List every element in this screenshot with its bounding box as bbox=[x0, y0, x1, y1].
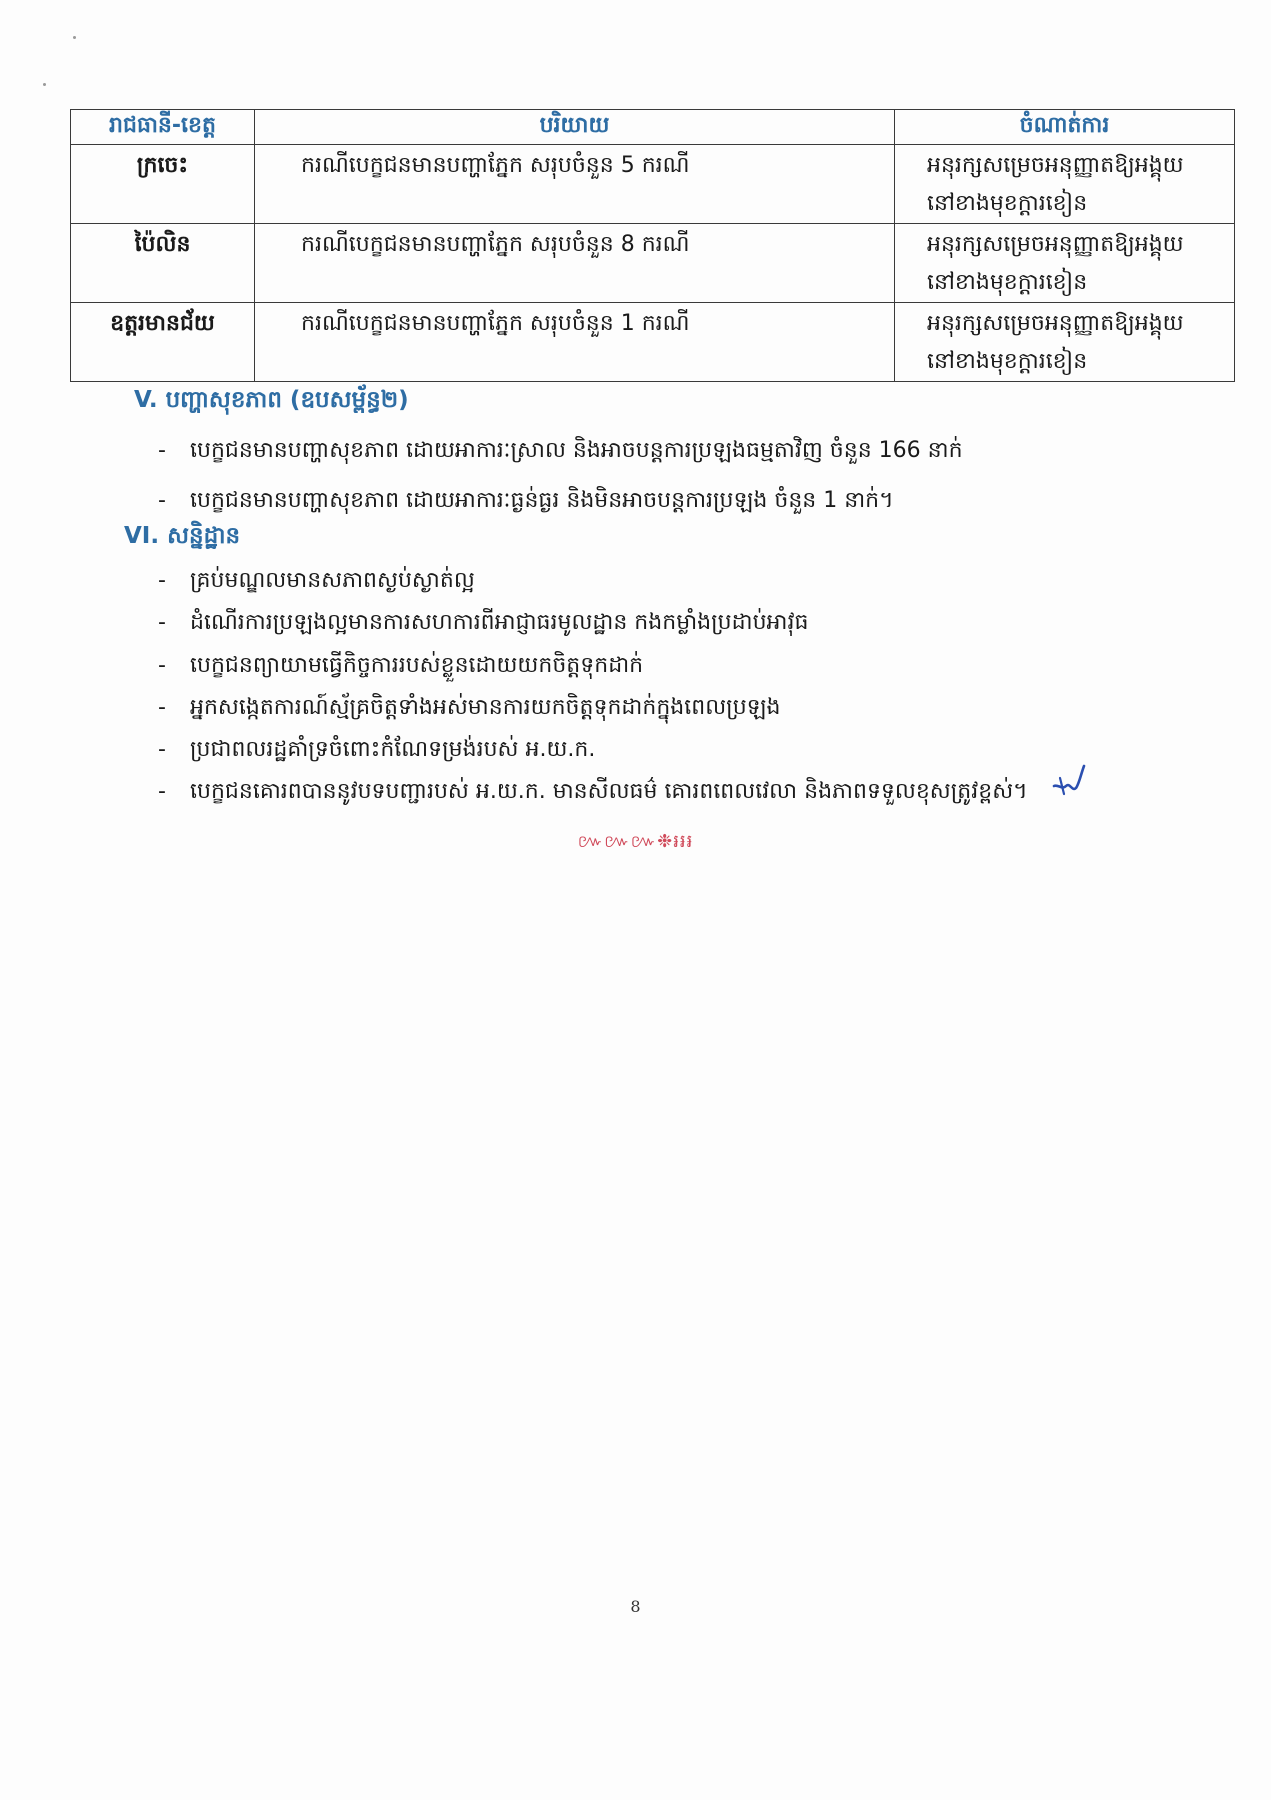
action-line: អនុរក្សសម្រេចអនុញ្ញាតឱ្យអង្គុយ bbox=[927, 153, 1184, 178]
page-number: 8 bbox=[630, 1597, 641, 1616]
bullet-dash: - bbox=[158, 568, 166, 593]
province-cases-table bbox=[70, 109, 1235, 382]
bullet-dash: - bbox=[158, 737, 166, 762]
description-cell: ករណីបេក្ខជនមានបញ្ហាភ្នែក សរុបចំនួន 1 ករណី bbox=[255, 303, 895, 382]
closing-ornament: ៚៚៚❉៛៛៛ bbox=[577, 831, 694, 852]
bullet-dash: - bbox=[158, 695, 166, 720]
scan-speck bbox=[43, 83, 46, 86]
action-cell bbox=[895, 224, 1235, 303]
description-cell: ករណីបេក្ខជនមានបញ្ហាភ្នែក សរុបចំនួន 5 ករណី bbox=[255, 145, 895, 224]
bullet-dash: - bbox=[158, 438, 166, 463]
header-province: រាជធានី-ខេត្ត bbox=[71, 110, 255, 145]
action-line: នៅខាងមុខក្ដារខៀន bbox=[927, 191, 1088, 216]
section-v-heading: V. បញ្ហាសុខភាព (ឧបសម្ព័ន្ធ២) bbox=[134, 387, 409, 413]
section-vi-heading: VI. សន្និដ្ឋាន bbox=[124, 523, 241, 549]
province-cell: ឧត្តរមានជ័យ bbox=[71, 303, 255, 382]
list-item bbox=[158, 486, 894, 518]
province-cell: ប៉ៃលិន bbox=[71, 224, 255, 303]
list-item-text: ដំណើរការប្រឡងល្អមានការសហការពីអាជ្ញាធរមូលដ្ឋាន កងកម្លាំងប្រដាប់អាវុធ bbox=[190, 610, 809, 635]
table-header-row bbox=[71, 110, 1235, 145]
list-item bbox=[158, 436, 963, 468]
list-item bbox=[158, 651, 643, 683]
list-item bbox=[158, 735, 595, 767]
list-item bbox=[158, 693, 781, 725]
province-cell: ក្រចេះ bbox=[71, 145, 255, 224]
list-item-text: ប្រជាពលរដ្ឋគាំទ្រចំពោះកំណែទម្រង់របស់ អ.យ.ក. bbox=[190, 737, 596, 762]
list-item-text: បេក្ខជនមានបញ្ហាសុខភាព ដោយអាការៈធ្ងន់ធ្ងរ និងមិនអាចបន្តការប្រឡង ចំនួន 1 នាក់។ bbox=[190, 488, 894, 513]
action-line: អនុរក្សសម្រេចអនុញ្ញាតឱ្យអង្គុយ bbox=[927, 232, 1184, 257]
action-cell bbox=[895, 145, 1235, 224]
action-line: អនុរក្សសម្រេចអនុញ្ញាតឱ្យអង្គុយ bbox=[927, 311, 1184, 336]
list-item-text: បេក្ខជនមានបញ្ហាសុខភាព ដោយអាការៈស្រាល និងអាចបន្តការប្រឡងធម្មតាវិញ ចំនួន 166 នាក់ bbox=[190, 438, 963, 463]
action-line: នៅខាងមុខក្ដារខៀន bbox=[927, 349, 1088, 374]
action-cell bbox=[895, 303, 1235, 382]
list-item-text: គ្រប់មណ្ឌលមានសភាពស្ងប់ស្ងាត់ល្អ bbox=[190, 568, 475, 593]
bullet-dash: - bbox=[158, 653, 166, 678]
list-item bbox=[158, 566, 475, 598]
list-item bbox=[158, 608, 808, 640]
list-item bbox=[158, 777, 1028, 809]
table-row bbox=[71, 224, 1235, 303]
handwritten-initial-mark bbox=[1048, 764, 1088, 800]
list-item-text: បេក្ខជនព្យាយាមធ្វើកិច្ចការរបស់ខ្លួនដោយយកចិត្តទុកដាក់ bbox=[190, 653, 644, 678]
description-cell: ករណីបេក្ខជនមានបញ្ហាភ្នែក សរុបចំនួន 8 ករណី bbox=[255, 224, 895, 303]
list-item-text: អ្នកសង្កេតការណ៍ស្ម័គ្រចិត្តទាំងអស់មានការយកចិត្តទុកដាក់ក្នុងពេលប្រឡង bbox=[190, 695, 781, 720]
table-row bbox=[71, 303, 1235, 382]
scan-speck bbox=[73, 36, 76, 39]
bullet-dash: - bbox=[158, 488, 166, 513]
header-description: បរិយាយ bbox=[255, 110, 895, 145]
table-row bbox=[71, 145, 1235, 224]
list-item-text: បេក្ខជនគោរពបាននូវបទបញ្ជារបស់ អ.យ.ក. មានសីលធម៌ គោរពពេលវេលា និងភាពទទួលខុសត្រូវខ្ពស់។ bbox=[190, 779, 1028, 804]
header-action: ចំណាត់ការ bbox=[895, 110, 1235, 145]
action-line: នៅខាងមុខក្ដារខៀន bbox=[927, 270, 1088, 295]
bullet-dash: - bbox=[158, 610, 166, 635]
bullet-dash: - bbox=[158, 779, 166, 804]
